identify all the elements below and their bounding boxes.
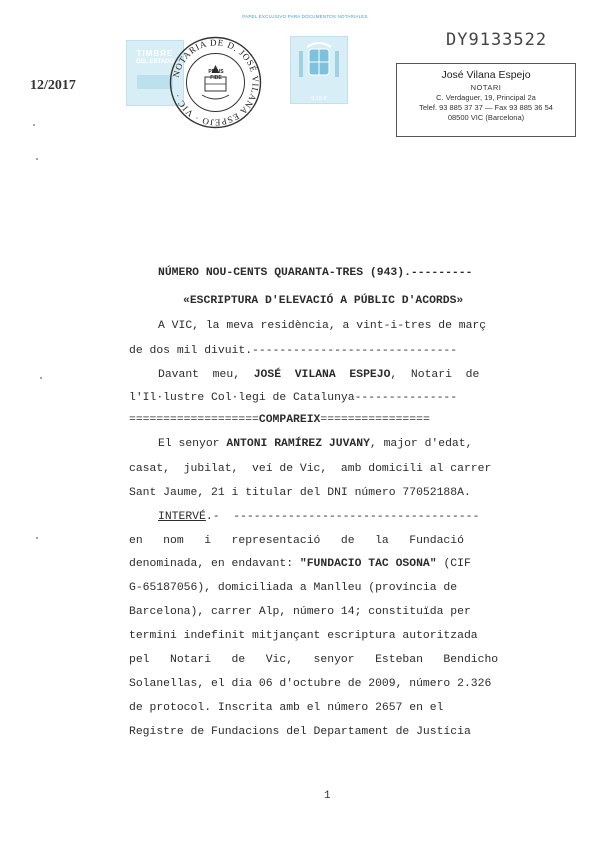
interve-rule: .- ------------------------------------ (205, 511, 480, 523)
timbre-text-2: DEL ESTADO (135, 59, 175, 65)
tax-stamp (290, 36, 348, 104)
davant-text: Davant meu, (158, 369, 254, 381)
document-serial: DY9133522 (446, 30, 548, 50)
page-number: 1 (324, 790, 331, 802)
svg-text:NOTARIA DE D. JOSÉ VILANA ESPE: NOTARIA DE D. JOSÉ VILANA ESPEJO · VIC · (170, 37, 261, 128)
body-line-5 (158, 369, 479, 381)
margin-speck (40, 377, 42, 379)
senyor-text: El senyor (158, 438, 227, 450)
notary-city: 08500 VIC (Barcelona) (447, 113, 525, 122)
paper-notice: PAPEL EXCLUSIVO PARA DOCUMENTOS NOTARIALES (242, 14, 368, 19)
denominada-text: denominada, en endavant: (129, 558, 300, 570)
protocol-number: 12/2017 (30, 78, 76, 93)
body-line-9: casat, jubilat, veí de Vic, amb domicili al carrer (129, 463, 492, 475)
body-line-15: Barcelona), carrer Alp, número 14; constituïda per (129, 606, 471, 618)
margin-speck (33, 124, 35, 126)
body-line-16: termini indefinit mitjançant escriptura autoritzada (129, 630, 478, 642)
interve-label: INTERVÉ (158, 511, 206, 523)
body-line-12: en nom i representació de la Fundació (129, 535, 464, 547)
compareix-rule-left: =================== (129, 414, 259, 426)
margin-speck (36, 158, 38, 160)
notary-phone: Telef. 93 885 37 37 — Fax 93 885 36 54 (419, 103, 553, 112)
seal-motto: PRIUS FIDE (208, 69, 224, 81)
body-line-10: Sant Jaume, 21 i titular del DNI número 77052188A. (129, 487, 471, 499)
notari-de-text: , Notari de (390, 369, 480, 381)
body-line-14: G-65187056), domiciliada a Manlleu (província de (129, 582, 458, 594)
coat-of-arms-icon (291, 37, 347, 89)
cif-text: (CIF (436, 558, 471, 570)
body-line-17: pel Notari de Vic, senyor Esteban Bendicho (129, 654, 499, 666)
body-line-19: de protocol. Inscrita amb el número 2657 en el (129, 702, 444, 714)
tax-stamp-value: 0,15 € (311, 96, 327, 102)
margin-speck (36, 537, 38, 539)
notary-address: C. Verdaguer, 19, Principal 2a (436, 93, 536, 102)
body-line-18: Solanellas, el dia 06 d'octubre de 2009, número 2.326 (129, 678, 492, 690)
appearing-party-name: ANTONI RAMÍREZ JUVANY (226, 438, 370, 450)
document-title: «ESCRIPTURA D'ELEVACIÓ A PÚBLIC D'ACORDS» (183, 295, 464, 307)
body-line-20: Registre de Fundacions del Departament de Justícia (129, 726, 471, 738)
compareix-heading (129, 414, 430, 426)
body-line-13 (129, 558, 471, 570)
body-line-6: l'Il·lustre Col·legi de Catalunya--------------- (129, 392, 458, 404)
body-line-8 (158, 438, 472, 450)
notary-name: José Vilana Espejo (441, 69, 531, 81)
compareix-label: COMPAREIX (258, 414, 321, 426)
notary-name-inline: JOSÉ VILANA ESPEJO (253, 369, 391, 381)
body-line-3: A VIC, la meva residència, a vint-i-tres de març (158, 320, 487, 332)
foundation-name: "FUNDACIO TAC OSONA" (299, 558, 437, 570)
body-line-4: de dos mil divuit.------------------------------ (129, 345, 458, 357)
compareix-rule-right: ================ (320, 414, 430, 426)
timbre-text-1: TIMBRE (136, 49, 174, 58)
document-number-line: NÚMERO NOU-CENTS QUARANTA-TRES (943).--------- (158, 267, 473, 279)
major-edat-text: , major d'edat, (369, 438, 473, 450)
body-line-11 (158, 511, 479, 523)
notary-info-box (396, 63, 576, 137)
notary-title: NOTARI (470, 83, 502, 92)
notary-seal (168, 35, 263, 130)
